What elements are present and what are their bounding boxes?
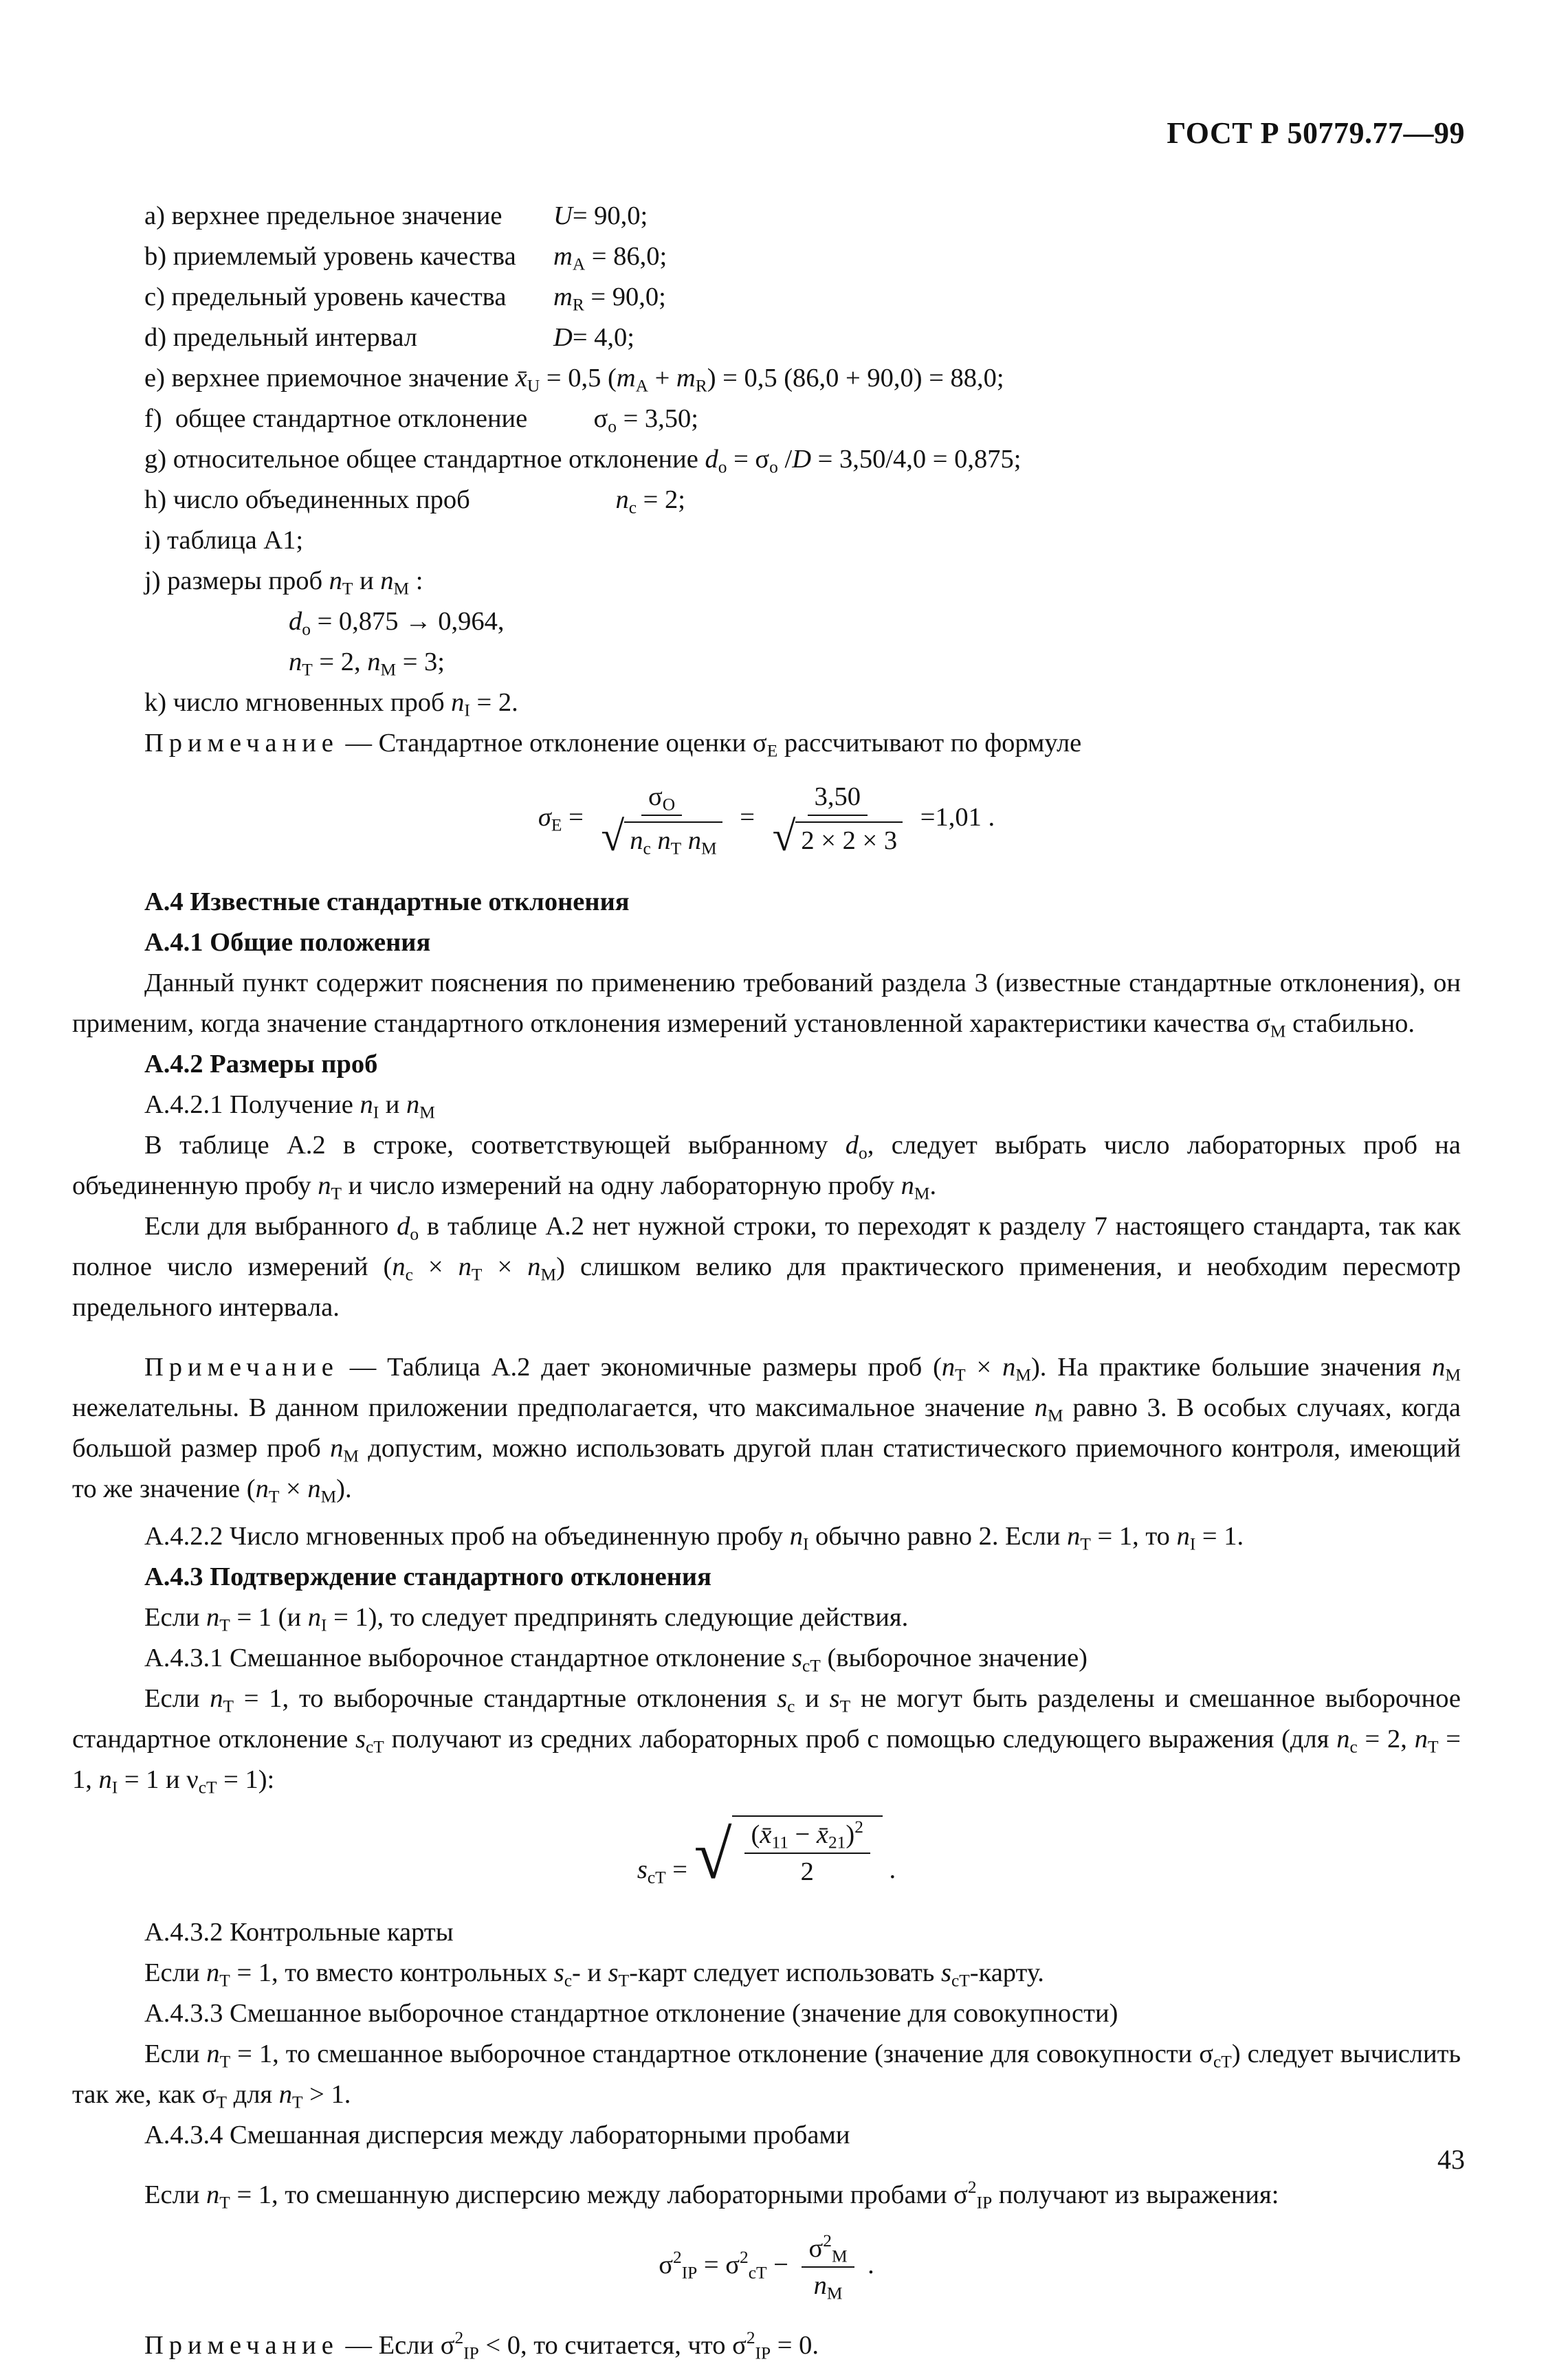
list-item-value: U= 90,0; (553, 201, 648, 230)
list-item (72, 236, 1461, 277)
paragraph-a433: Если $n_T = 1$, то смешанное выборочное стандартное отклонение (значение для совокупности $\sigma_{cT}$) следует вычислить так же, как $\sigma_T$ для $n_T > 1$. (72, 2039, 1461, 2112)
paragraph-a431: Если $n_T = 1$, то выборочные стандартные отклонения $s_c$ и $s_T$ не могут быть разделены и смешанное выборочное стандартное отклонение $s_{cT}$ получают из средних лабораторных проб с помощью следующего выражения (для $n_c = 2$, $n_T = 1$, $n_I = 1$ и $\nu_{cT} = 1$): (72, 1684, 1461, 1798)
list-item-label: a) верхнее предельное значение (144, 201, 503, 230)
list-item (72, 196, 1461, 236)
fraction-denominator: 2 (800, 1857, 814, 1886)
formula-lhs-sub: E (551, 815, 562, 835)
paragraph-a41: Данный пункт содержит пояснения по применению требований раздела 3 (известные стандартные отклонения), он применим, когда значение стандартного отклонения измерений установленной характеристики качества $\sigma_M$ стабильно. (72, 969, 1461, 1041)
document-header: ГОСТ Р 50779.77—99 (1167, 116, 1465, 150)
subheading-a431: А.4.3.1 Смешанное выборочное стандартное отклонение $s_{cT}$ (выборочное значение) (144, 1644, 1087, 1676)
fraction-numerator: 3,50 (808, 779, 868, 816)
formula-s-ct: $s_{cT}$ = √ $\frac{(x̄_{11} - x̄_{21})^2}{2}$ . (637, 1816, 896, 1893)
list-item-label: b) приемлемый уровень качества (144, 242, 516, 271)
paragraph-a421a: В таблице А.2 в строке, соответствующей выбранному $d_o$, следует выбрать число лабораторных проб на объединенную пробу $n_T$ и число измерений на одну лабораторную пробу $n_M$. (72, 1131, 1461, 1204)
list-item-value: $m_A = 86,0$; (553, 242, 667, 274)
subheading-a421: А.4.2.1 Получение $n_I$ и $n_M$ (144, 1090, 435, 1123)
formula-sigma-ip (72, 2231, 1461, 2303)
paragraph-a422: А.4.2.2 Число мгновенных проб на объединенную пробу $n_I$ обычно равно 2. Если $n_T = 1$, то $n_I = 1$. (144, 1522, 1244, 1554)
fraction-denominator: 2 × 2 × 3 (795, 821, 903, 859)
formula-lhs-sub: cT (647, 1868, 666, 1888)
paragraph-a434: Если $n_T = 1$, то смешанную дисперсию между лабораторными пробами $\sigma^2_{IP}$ получают из выражения: (144, 2177, 1279, 2213)
fraction-numerator: σ (648, 782, 663, 811)
formula-fraction (802, 2231, 854, 2303)
note-1: Примечание — Стандартное отклонение оценки $\sigma_E$ рассчитывают по формуле (144, 729, 1082, 761)
page-number: 43 (1437, 2144, 1465, 2175)
list-item-g: g) относительное общее стандартное отклонение $d_o = \sigma_o$ /D = 3,50/4,0 = 0,875; (144, 445, 1022, 477)
page-content (72, 196, 1461, 2366)
list-item-value: D= 4,0; (553, 323, 634, 352)
list-item-h: h) число объединенных проб $n_c = 2$; (144, 485, 685, 518)
list-item-i: i) таблица A1; (144, 526, 304, 555)
list-item-j-sub2: $n_T = 2$, $n_M = 3$; (289, 648, 445, 680)
formula-tail: . (889, 1855, 896, 1884)
fraction-denominator: $n_c$ $n_T$ $n_M$ (624, 821, 722, 859)
formula-fraction (744, 1817, 870, 1890)
list-item (72, 318, 1461, 358)
subheading-a432: А.4.3.2 Контрольные карты (144, 1917, 454, 1947)
fraction-numerator-sub: O (662, 795, 676, 815)
formula-lhs: s (637, 1855, 648, 1884)
list-item-value: $m_R = 90,0$; (553, 283, 666, 315)
section-heading-a42: А.4.2 Размеры проб (144, 1050, 378, 1079)
formula-sigma-e: $\sigma_E$ = $\sigma_O$ √ $n_c$ $n_T$ $n_M$ = 3,50 √ 2 × 2 × 3 =1,01 . (72, 779, 1461, 860)
list-item (72, 277, 1461, 318)
list-item-label: c) предельный уровень качества (144, 283, 507, 311)
note-3: Примечание — Если $\sigma^2_{IP} < 0$, то считается, что $\sigma^2_{IP} = 0$. (144, 2328, 819, 2363)
section-heading-a43: А.4.3 Подтверждение стандартного отклонения (144, 1562, 711, 1591)
fraction-numerator: ($x̄_{11}$ − $x̄_{21})^2$ (744, 1817, 870, 1854)
subheading-a434: А.4.3.4 Смешанная дисперсия между лабораторными пробами (144, 2120, 850, 2149)
list-item-e: e) верхнее приемочное значение $x̄_U = 0,5$ $(m_A + m_R) = 0,5$ (86,0 + 90,0) = 88,0; (144, 364, 1004, 396)
list-item-j-sub1: $d_o = 0,875 \to 0,964$, (289, 607, 505, 639)
formula-lhs: $\sigma^2_{IP} = \sigma^2_{cT}$ − (659, 2247, 795, 2283)
formula-lhs: σ (538, 802, 551, 832)
paragraph-a421b: Если для выбранного $d_o$ в таблице А.2 нет нужной строки, то переходят к разделу 7 настоящего стандарта, так как полное число измерений $(n_c \times n_T \times n_M)$ слишком велико для практического применения, и необходим пересмотр предельного интервала. (72, 1212, 1461, 1322)
list-item-k: k) число мгновенных проб $n_I = 2$. (144, 688, 518, 720)
subheading-a433: А.4.3.3 Смешанное выборочное стандартное отклонение (значение для совокупности) (144, 1998, 1118, 2028)
list-item-label: d) предельный интервал (144, 323, 417, 352)
paragraph-a432: Если $n_T = 1$, то вместо контрольных $s_c-$ и $s_T$-карт следует использовать $s_{cT}$-карту. (144, 1958, 1044, 1991)
formula-fraction: 3,50 √ 2 × 2 × 3 (769, 779, 907, 860)
formula-fraction: $\sigma_O$ √ $n_c$ $n_T$ $n_M$ (597, 779, 726, 860)
fraction-denominator: $n_M$ (813, 2270, 843, 2303)
list-item-j: j) размеры проб $n_T$ и $n_M$ : (144, 566, 423, 599)
list-item-f: f) общее стандартное отклонение $\sigma_o = 3,50$; (144, 404, 699, 436)
fraction-numerator: $\sigma^2_M$ (802, 2231, 854, 2268)
section-heading-a4: А.4 Известные стандартные отклонения (144, 887, 630, 916)
note-2: Примечание — Таблица А.2 дает экономичные размеры проб $(n_T \times n_M)$. На практике большие значения $n_M$ нежелательны. В данном приложении предполагается, что максимальное значение $n_M$ равно 3. В особых случаях, когда большой размер проб $n_M$ допустим, можно использовать другой план статистического приемочного контроля, имеющий то же значение $(n_T \times n_M)$. (72, 1353, 1461, 1507)
formula-tail: . (868, 2250, 874, 2279)
section-heading-a41: А.4.1 Общие положения (144, 928, 431, 957)
formula-result: =1,01 . (920, 802, 995, 832)
paragraph-a43: Если $n_T = 1$ (и $n_I = 1$), то следует предпринять следующие действия. (144, 1603, 909, 1635)
